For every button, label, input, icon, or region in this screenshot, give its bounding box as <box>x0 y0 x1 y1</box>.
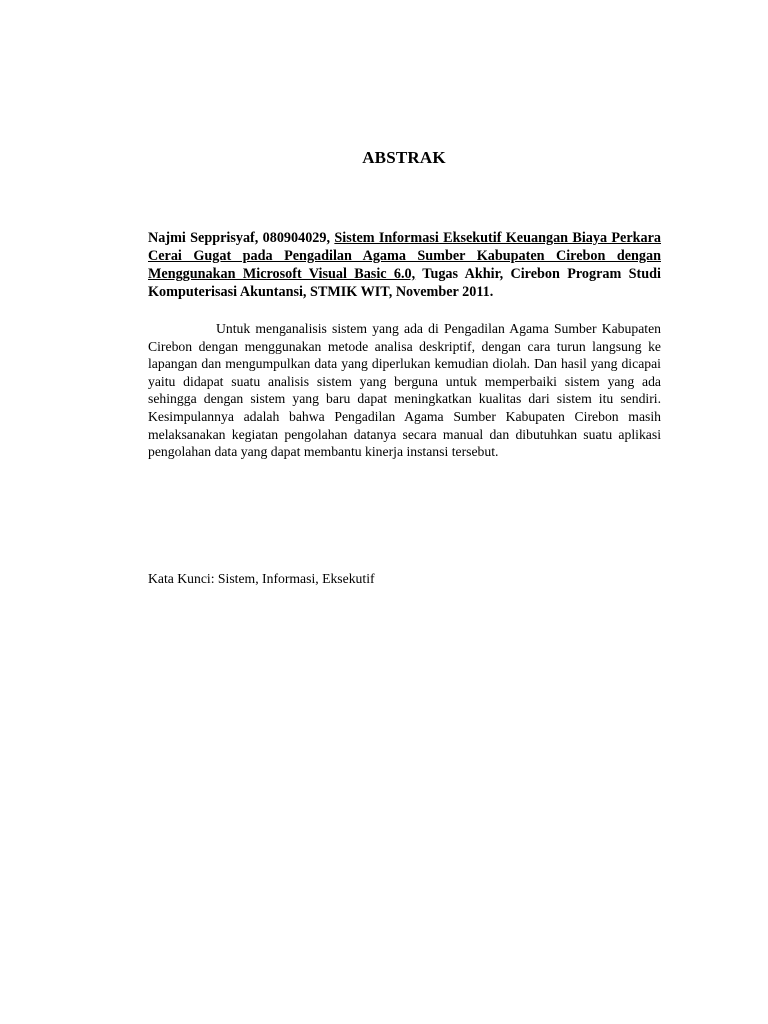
abstract-body: Untuk menganalisis sistem yang ada di Pengadilan Agama Sumber Kabupaten Cirebon dengan menggunakan metode analisa deskriptif, dengan cara turun langsung ke lapangan dan mengumpulkan data yang diperlukan kemudian diolah. Dan hasil yang dicapai yaitu didapat suatu analisis sistem yang berguna untuk memperbaiki sistem yang ada sehingga dengan sistem yang baru dapat meningkatkan kualitas dari sistem itu sendiri. Kesimpulannya adalah bahwa Pengadilan Agama Sumber Kabupaten Cirebon masih melaksanakan kegiatan pengolahan datanya secara manual dan dibutuhkan suatu aplikasi pengolahan data yang dapat membantu kinerja instansi tersebut. <box>148 321 661 460</box>
citation-block <box>148 229 661 301</box>
citation-title: Sistem Informasi Eksekutif Keuangan Biaya Perkara Cerai Gugat pada Pengadilan Agama Sumber Kabupaten Cirebon dengan Menggunakan Microsoft Visual Basic 6.0, <box>148 230 662 282</box>
citation-author-id: Najmi Sepprisyaf, 080904029, <box>148 230 331 246</box>
abstract-title: ABSTRAK <box>362 148 446 167</box>
keywords-line: Kata Kunci: Sistem, Informasi, Eksekutif <box>148 571 375 586</box>
citation-details: Tugas Akhir, Cirebon Program Studi Komputerisasi Akuntansi, STMIK WIT, November 2011. <box>148 266 661 300</box>
